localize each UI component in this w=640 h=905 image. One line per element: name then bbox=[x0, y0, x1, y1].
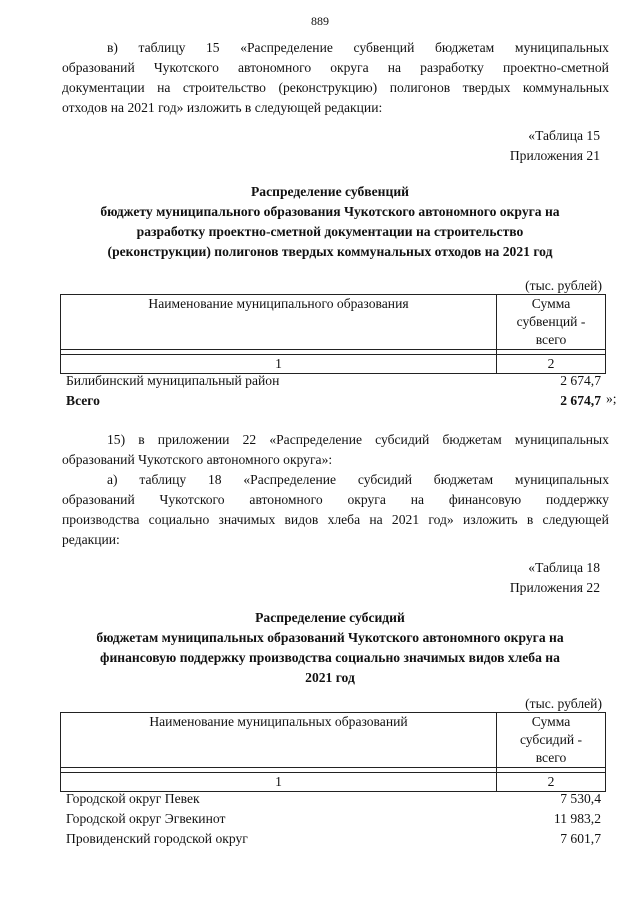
word: разработку bbox=[420, 60, 484, 75]
word: округа bbox=[347, 492, 386, 507]
col2-header-line: Сумма bbox=[531, 296, 571, 311]
word: «Распределение bbox=[269, 432, 363, 447]
row-value: 7 530,4 bbox=[560, 791, 601, 806]
word: муниципальных bbox=[514, 432, 609, 447]
table15-ref-line: «Таблица 15 bbox=[528, 128, 600, 143]
heading-line: Распределение субсидий bbox=[255, 610, 405, 625]
word: а) bbox=[107, 472, 118, 487]
word: 15 bbox=[206, 40, 220, 55]
paragraph-15 bbox=[62, 430, 609, 470]
col2-header-line: всего bbox=[535, 332, 567, 347]
word: полигонов bbox=[389, 80, 451, 95]
word: изложить bbox=[462, 512, 518, 527]
word: 18 bbox=[207, 472, 222, 487]
word: приложении bbox=[157, 432, 230, 447]
table15-rows bbox=[66, 371, 601, 411]
row-name: Городской округ Певек bbox=[66, 791, 200, 806]
word: 15) bbox=[107, 432, 126, 447]
word: бюджетам bbox=[434, 40, 495, 55]
paragraph-line: редакции: bbox=[62, 532, 120, 547]
table18-col1-number: 1 bbox=[61, 773, 497, 792]
word: в bbox=[138, 432, 145, 447]
word: на bbox=[387, 60, 402, 75]
table15 bbox=[60, 294, 606, 374]
table15-col2-header bbox=[497, 295, 606, 350]
word: субвенций bbox=[353, 40, 415, 55]
word: проектно-сметной bbox=[502, 60, 609, 75]
word: муниципальных bbox=[514, 40, 609, 55]
word: образований bbox=[62, 60, 135, 75]
paragraph-v bbox=[62, 38, 609, 118]
word: коммунальных bbox=[522, 80, 609, 95]
table15-col1-number: 1 bbox=[61, 355, 497, 374]
word: твердых bbox=[462, 80, 511, 95]
word: Чукотского bbox=[153, 60, 219, 75]
paragraph-line bbox=[62, 430, 609, 450]
table18-col2-header bbox=[497, 713, 606, 768]
word: субсидий bbox=[357, 472, 413, 487]
col2-header-line: Сумма bbox=[531, 714, 571, 729]
heading-line: финансовую поддержку производства социально значимых видов хлеба на bbox=[100, 650, 560, 665]
table18-unit: (тыс. рублей) bbox=[525, 696, 602, 711]
total-value: 2 674,7 bbox=[560, 393, 601, 408]
row-value: 7 601,7 bbox=[560, 831, 601, 846]
word: следующей bbox=[542, 512, 609, 527]
table15-unit: (тыс. рублей) bbox=[525, 278, 602, 293]
table18-reference bbox=[510, 558, 600, 598]
table15-ref-line: Приложения 21 bbox=[509, 148, 600, 163]
table15-heading bbox=[40, 182, 620, 262]
paragraph-line bbox=[62, 490, 609, 510]
heading-line: Распределение субвенций bbox=[250, 184, 410, 199]
word: социально bbox=[148, 512, 210, 527]
word: «Распределение bbox=[240, 40, 333, 55]
word: (реконструкцию) bbox=[278, 80, 378, 95]
word: на bbox=[410, 492, 424, 507]
word: таблицу bbox=[139, 472, 187, 487]
table18-rows bbox=[66, 789, 601, 849]
table18 bbox=[60, 712, 606, 792]
table-row bbox=[66, 371, 601, 391]
table18-heading bbox=[40, 608, 620, 688]
table-row bbox=[66, 789, 601, 809]
table-row bbox=[66, 809, 601, 829]
table15-col2-number: 2 bbox=[497, 355, 606, 374]
total-label: Всего bbox=[66, 393, 100, 408]
word: видов bbox=[284, 512, 319, 527]
word: год» bbox=[428, 512, 454, 527]
word: производства bbox=[62, 512, 140, 527]
paragraph-line: отходов на 2021 год» изложить в следующей редакции: bbox=[62, 100, 383, 115]
word: хлеба bbox=[327, 512, 361, 527]
paragraph-line bbox=[62, 470, 609, 490]
word: Чукотского bbox=[159, 492, 225, 507]
word: автономного bbox=[249, 492, 323, 507]
word: таблицу bbox=[138, 40, 186, 55]
word: в) bbox=[107, 40, 118, 55]
col2-header-line: всего bbox=[535, 750, 567, 765]
table15-reference bbox=[510, 126, 600, 166]
word: финансовую bbox=[448, 492, 522, 507]
heading-line: бюджетам муниципальных образований Чукотского автономного округа на bbox=[96, 630, 564, 645]
word: значимых bbox=[218, 512, 276, 527]
heading-line: (реконструкции) полигонов твердых коммунальных отходов на 2021 год bbox=[107, 244, 553, 259]
word: на bbox=[369, 512, 383, 527]
paragraph-line: образований Чукотского автономного округа»: bbox=[62, 452, 333, 467]
word: муниципальных bbox=[514, 472, 609, 487]
word: «Распределение bbox=[243, 472, 337, 487]
paragraph-line bbox=[62, 38, 609, 58]
table18-ref-line: Приложения 22 bbox=[509, 580, 600, 595]
row-name: Провиденский городской округ bbox=[66, 831, 248, 846]
heading-line: разработку проектно-сметной документации на строительство bbox=[136, 224, 524, 239]
paragraph-a bbox=[62, 470, 609, 550]
word: 2021 bbox=[391, 512, 420, 527]
col2-header-line: субвенций - bbox=[516, 314, 586, 329]
word: автономного bbox=[237, 60, 312, 75]
word: бюджетам bbox=[433, 472, 494, 487]
table18-col1-header: Наименование муниципальных образований bbox=[61, 713, 497, 768]
paragraph-line bbox=[62, 510, 609, 530]
word: округа bbox=[330, 60, 369, 75]
row-value: 11 983,2 bbox=[553, 811, 601, 826]
word: в bbox=[526, 512, 534, 527]
paragraph-line bbox=[62, 78, 609, 98]
table18-ref-line: «Таблица 18 bbox=[528, 560, 600, 575]
total-row bbox=[66, 391, 601, 411]
page-number: 889 bbox=[311, 14, 329, 28]
word: документации bbox=[62, 80, 145, 95]
word: строительство bbox=[182, 80, 266, 95]
word: поддержку bbox=[546, 492, 609, 507]
table18-col2-number: 2 bbox=[497, 773, 606, 792]
table15-col1-header: Наименование муниципального образования bbox=[61, 295, 497, 350]
table-row bbox=[66, 829, 601, 849]
paragraph-line bbox=[62, 58, 609, 78]
row-name: Билибинский муниципальный район bbox=[66, 373, 280, 388]
word: бюджетам bbox=[442, 432, 502, 447]
table15-closer: »; bbox=[606, 391, 617, 406]
col2-header-line: субсидий - bbox=[519, 732, 583, 747]
word: образований bbox=[62, 492, 135, 507]
heading-line: 2021 год bbox=[305, 670, 355, 685]
word: на bbox=[157, 80, 171, 95]
row-name: Городской округ Эгвекинот bbox=[66, 811, 226, 826]
row-value: 2 674,7 bbox=[560, 373, 601, 388]
heading-line: бюджету муниципального образования Чукотского автономного округа на bbox=[100, 204, 560, 219]
word: субсидий bbox=[375, 432, 430, 447]
word: 22 bbox=[242, 432, 257, 447]
